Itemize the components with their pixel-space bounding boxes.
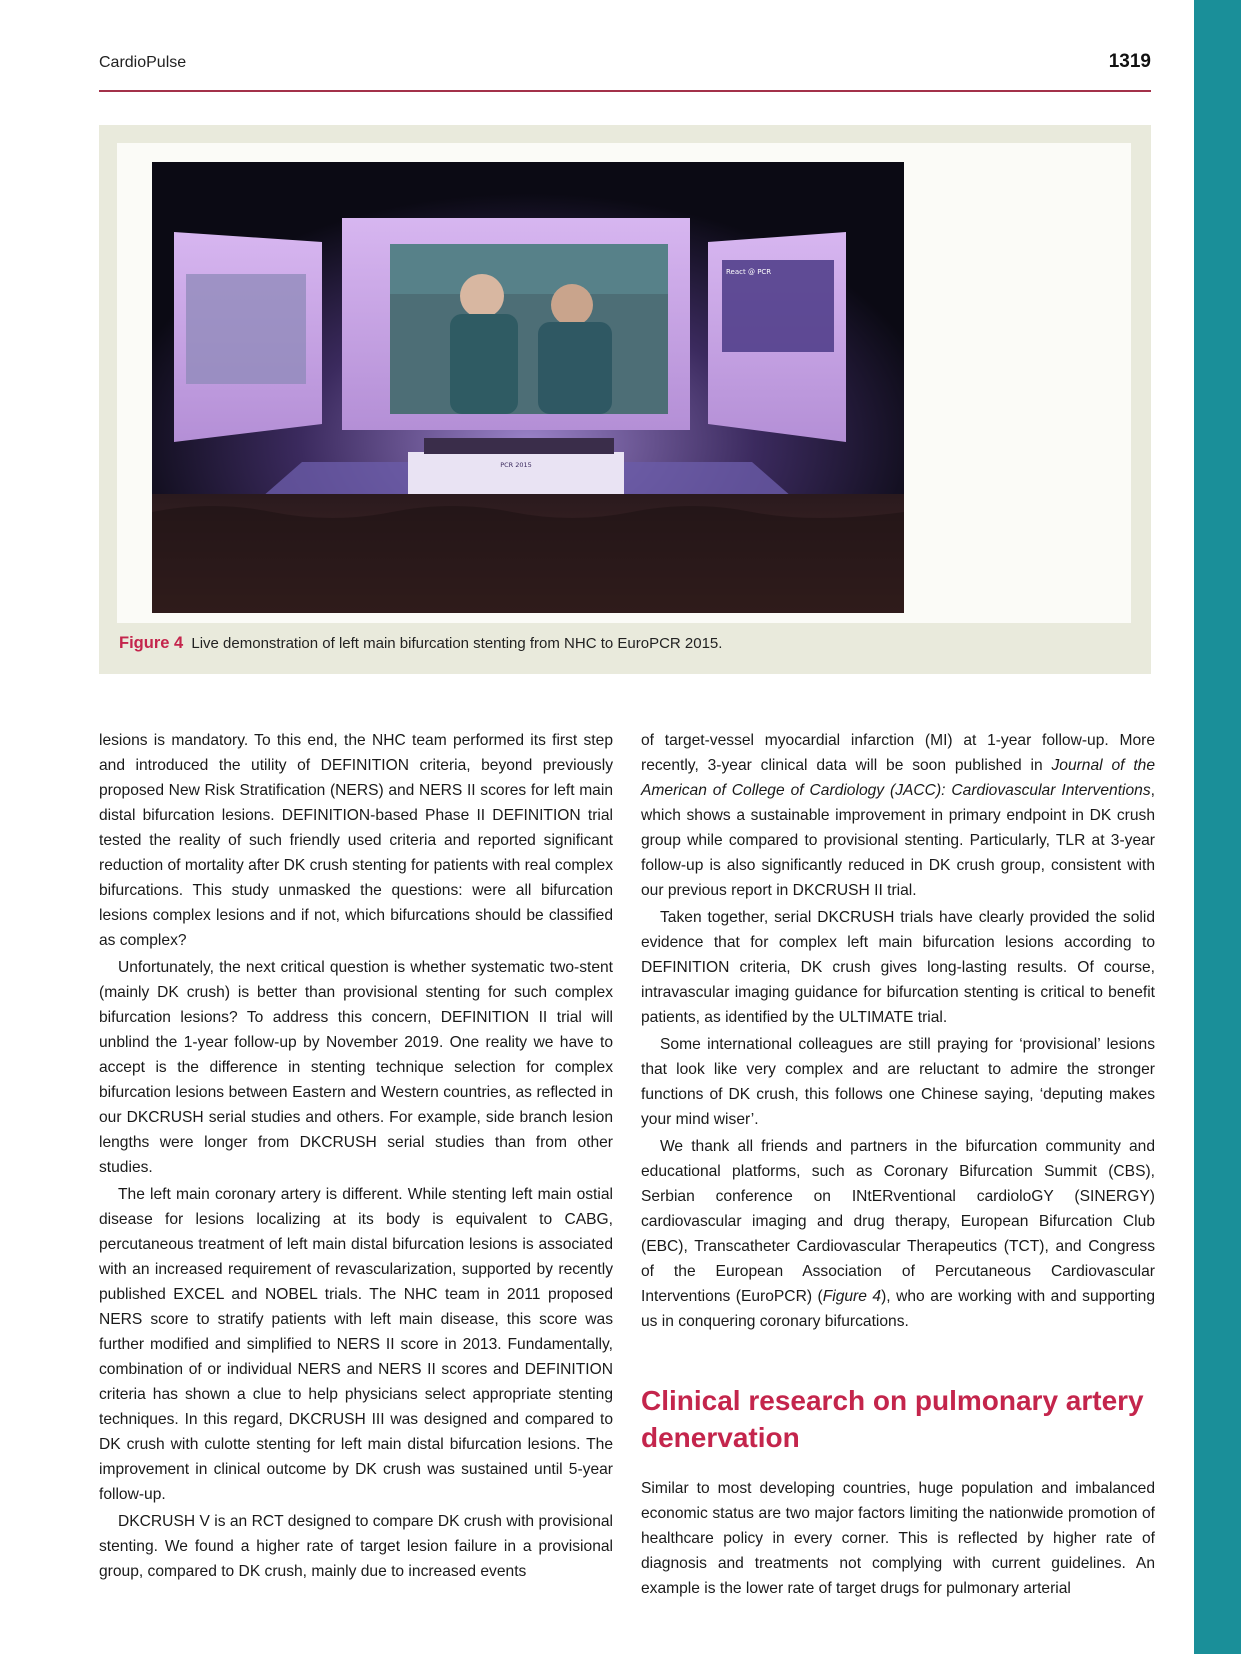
figure-photo — [152, 162, 904, 613]
body-paragraph — [641, 1134, 1155, 1334]
stage-desk — [408, 452, 624, 496]
running-header — [99, 50, 1151, 92]
figure-reference-link[interactable]: Figure 4 — [822, 1288, 882, 1305]
paragraph-text: of target-vessel myocardial infarction (MI) at 1-year follow-up. More recently, 3-year clinical data will be soon published in — [641, 732, 1155, 774]
body-paragraph: DKCRUSH V is an RCT designed to compare DK crush with provisional stenting. We found a higher rate of target lesion failure in a provisional group, compared to DK crush, mainly due to increased events — [99, 1513, 613, 1580]
journal-name: CardioPulse — [99, 54, 187, 71]
side-color-band — [1194, 0, 1241, 1654]
paragraph-text: ), who are working with and supporting us in conquering coronary bifurcations. — [641, 1288, 1156, 1330]
right-screen-title: React @ PCR — [726, 268, 772, 276]
body-paragraph: The left main coronary artery is different. While stenting left main ostial disease for lesions localizing at its body is equivalent to CABG, percutaneous treatment of left main distal bifurcation lesions is associated with an increased requirement of revascularization, supported by recently published EXCEL and NOBEL trials. The NHC team in 2011 proposed NERS score to stratify patients with left main disease, this score was further modified and simplified to NERS II score in 2013. Fundamentally, combination of or individual NERS and NERS II scores and DEFINITION criteria has shown a clue to help physicians select appropriate stenting techniques. In this regard, DKCRUSH III was designed and compared to DK crush with culotte stenting for left main distal bifurcation lesions. The improvement in clinical outcome by DK crush was sustained until 5-year follow-up. — [99, 1186, 613, 1503]
body-paragraph: Some international colleagues are still praying for ‘provisional’ lesions that look like very complex and are reluctant to admire the stronger functions of DK crush, this follows one Chinese saying, ‘deputing makes your mind wiser’. — [641, 1036, 1155, 1128]
section-heading: Clinical research on pulmonary artery denervation — [641, 1385, 1144, 1453]
conference-hall-illustration — [152, 162, 904, 613]
page-number: 1319 — [1108, 51, 1151, 72]
paragraph-text: We thank all friends and partners in the bifurcation community and educational platforms, such as Coronary Bifurcation Summit (CBS), Serbian conference on INtERventional cardioloGY (SINERGY) cardiovascular imaging and drug therapy, European Bifurcation Club (EBC), Transcatheter Cardiovascular Therapeutics (TCT), and Congress of the European Association of Percutaneous Cardiovascular Interventions (EuroPCR) ( — [641, 1138, 1155, 1305]
body-paragraph: Unfortunately, the next critical question is whether systematic two-stent (mainly DK crush) is better than provisional stenting for such complex bifurcation lesions? To address this concern, DEFINITION II trial will unblind the 1-year follow-up by November 2019. One reality we have to accept is the difference in stenting technique selection for complex bifurcation lesions between Eastern and Western countries, as reflected in our DKCRUSH serial studies and others. For example, side branch lesion lengths were longer from DKCRUSH serial studies than from other studies. — [99, 959, 613, 1176]
left-column — [99, 728, 613, 1584]
figure-caption-text: Live demonstration of left main bifurcation stenting from NHC to EuroPCR 2015. — [191, 635, 723, 652]
body-paragraph: Similar to most developing countries, huge population and imbalanced economic status are two major factors limiting the nationwide promotion of healthcare policy in every corner. This is reflected by higher rate of diagnosis and treatments not complying with current guidelines. An example is the lower rate of target drugs for pulmonary arterial — [641, 1480, 1155, 1597]
journal-title: Journal of the American of College of Cardiology (JACC): Cardiovascular Interventions — [641, 757, 1155, 799]
stage-sign-label: PCR 2015 — [500, 461, 532, 469]
right-column — [641, 728, 1155, 1601]
body-paragraph: lesions is mandatory. To this end, the NHC team performed its first step and introduced the utility of DEFINITION criteria, beyond previously proposed New Risk Stratification (NERS) and NERS II scores for left main distal bifurcation lesions. DEFINITION-based Phase II DEFINITION trial tested the reality of such friendly used criteria and reported significant reduction of mortality after DK crush stenting for patients with real complex bifurcations. This study unmasked the questions: were all bifurcation lesions complex lesions and if not, which bifurcations should be classified as complex? — [99, 732, 613, 949]
paragraph-text: , which shows a sustainable improvement in primary endpoint in DK crush group while compared to provisional stenting. Particularly, TLR at 3-year follow-up is also significantly reduced in DK crush group, consistent with our previous report in DKCRUSH II trial. — [641, 782, 1155, 899]
body-paragraph — [641, 728, 1155, 903]
figure-label: Figure 4 — [119, 634, 184, 652]
body-paragraph: Taken together, serial DKCRUSH trials have clearly provided the solid evidence that for complex left main bifurcation lesions according to DEFINITION criteria, DK crush gives long-lasting results. Of course, intravascular imaging guidance for bifurcation stenting is critical to benefit patients, as identified by the ULTIMATE trial. — [641, 909, 1155, 1026]
figure-caption — [119, 634, 1119, 653]
